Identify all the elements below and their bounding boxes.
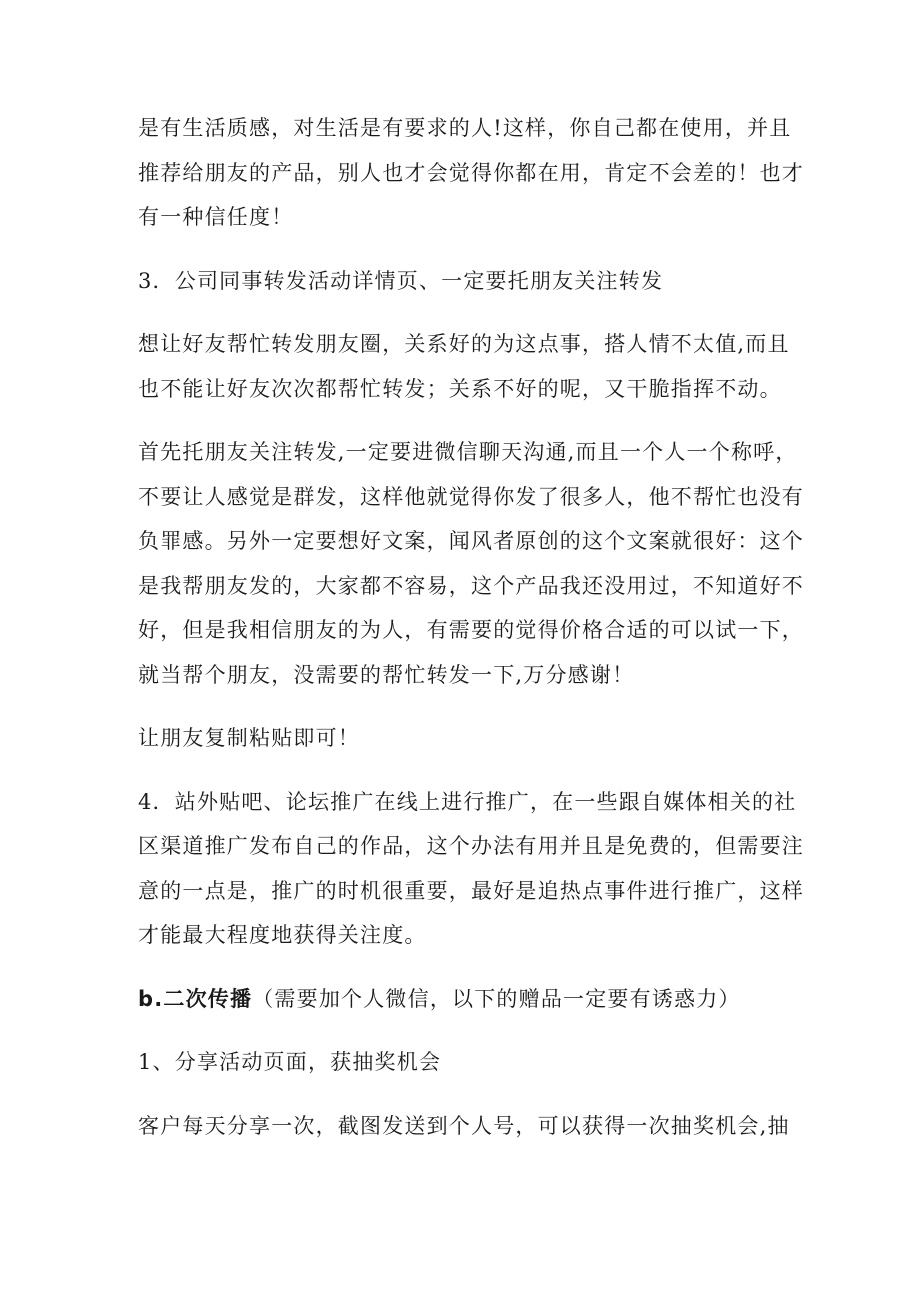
text-line: 是有生活质感，对生活是有要求的人!这样，你自己都在使用，并且 <box>138 116 792 140</box>
text-line: 是我帮朋友发的，大家都不容易，这个产品我还没用过，不知道好不 <box>138 573 804 598</box>
paragraph-copy-paste <box>138 716 788 761</box>
text-line: 客户每天分享一次，截图发送到个人号，可以获得一次抽奖机会,抽 <box>138 1113 790 1138</box>
paragraph-share-lottery <box>138 1104 788 1149</box>
text-line: 负罪感。另外一定要想好文案，闻风者原创的这个文案就很好：这个 <box>138 529 804 553</box>
text-line: 首先托朋友关注转发,一定要进微信聊天沟通,而且一个人一个称呼， <box>138 440 798 464</box>
text-line: 3．公司同事转发活动详情页、一定要托朋友关注转发 <box>138 268 664 293</box>
text-line: 有一种信任度！ <box>138 205 294 229</box>
document-body <box>138 106 804 1167</box>
text-line: 就当帮个朋友，没需要的帮忙转发一下,万分感谢！ <box>138 662 635 687</box>
text-line: 推荐给朋友的产品，别人也才会觉得你都在用，肯定不会差的！也才 <box>138 160 804 185</box>
text-line: 让朋友复制粘贴即可！ <box>138 726 360 750</box>
paragraph-copywriting <box>138 430 804 697</box>
text-line: 4．站外贴吧、论坛推广在线上进行推广，在一些跟自媒体相关的社 <box>138 789 797 814</box>
text-line: 意的一点是，推广的时机很重要，最好是追热点事件进行推广，这样 <box>138 878 804 903</box>
text-line: 想让好友帮忙转发朋友圈，关系好的为这点事，搭人情不太值,而且 <box>138 332 790 356</box>
text-line: 好，但是我相信朋友的为人，有需要的觉得价格合适的可以试一下， <box>138 618 804 642</box>
text-line <box>138 977 788 1022</box>
section-b-note: （需要加个人微信，以下的赠品一定要有诱惑力） <box>252 986 741 1011</box>
heading-item-1-share <box>138 1040 788 1085</box>
text-line: 才能最大程度地获得关注度。 <box>138 923 427 947</box>
text-line: 区渠道推广发布自己的作品，这个办法有用并且是免费的，但需要注 <box>138 834 804 858</box>
heading-item-3 <box>138 259 788 304</box>
text-line: 也不能让好友次次都帮忙转发；关系不好的呢，又干脆指挥不动。 <box>138 376 782 401</box>
text-line: 不要让人感觉是群发，这样他就觉得你发了很多人，他不帮忙也没有 <box>138 484 804 509</box>
paragraph-ask-friends <box>138 322 788 411</box>
text-line: 1、分享活动页面，获抽奖机会 <box>138 1050 442 1074</box>
section-b-heading <box>138 977 788 1022</box>
section-b-label: b.二次传播 <box>138 986 253 1011</box>
paragraph-product-trust <box>138 106 804 240</box>
paragraph-item-4-forums <box>138 780 804 958</box>
